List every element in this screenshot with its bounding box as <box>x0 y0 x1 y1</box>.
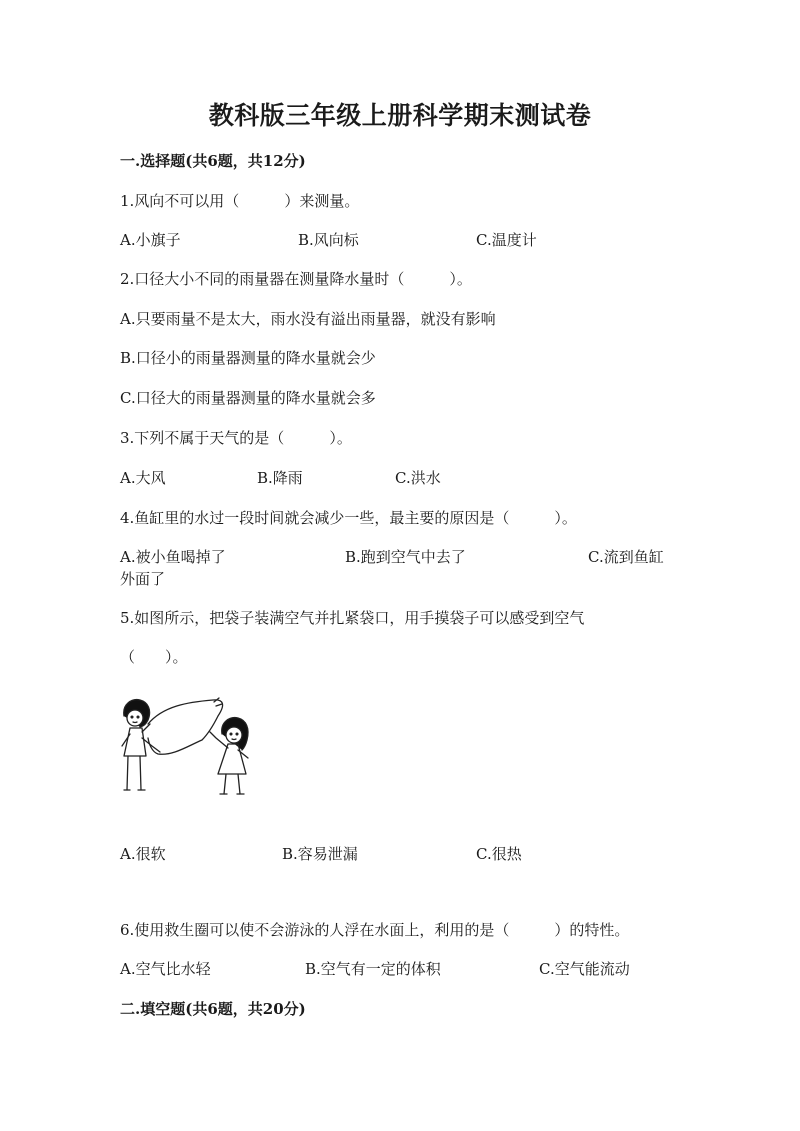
question-2-option-c: C.口径大的雨量器测量的降水量就会多 <box>120 389 376 407</box>
question-5-stem-continued: （ ）。 <box>120 648 188 666</box>
question-6-option-a: A.空气比水轻 <box>120 960 211 978</box>
question-4-stem: 4.鱼缸里的水过一段时间就会减少一些，最主要的原因是（ ）。 <box>120 509 577 527</box>
question-1-option-c: C.温度计 <box>476 231 537 249</box>
question-2-option-b: B.口径小的雨量器测量的降水量就会少 <box>120 349 376 367</box>
question-5-option-b: B.容易泄漏 <box>282 845 358 863</box>
section-heading-choice: 一.选择题(共6题，共12分) <box>120 152 306 170</box>
exam-title: 教科版三年级上册科学期末测试卷 <box>208 101 592 130</box>
question-5-stem: 5.如图所示，把袋子装满空气并扎紧袋口，用手摸袋子可以感受到空气 <box>120 609 585 627</box>
question-4-option-c: C.流到鱼缸 <box>588 548 664 566</box>
question-2-stem: 2.口径大小不同的雨量器在测量降水量时（ ）。 <box>120 270 472 288</box>
section-heading-fill-blank: 二.填空题(共6题，共20分) <box>120 1000 306 1018</box>
question-5-option-c: C.很热 <box>476 845 522 863</box>
question-2-option-a: A.只要雨量不是太大，雨水没有溢出雨量器，就没有影响 <box>120 310 496 328</box>
question-6-stem: 6.使用救生圈可以使不会游泳的人浮在水面上，利用的是（ ）的特性。 <box>120 921 630 939</box>
question-3-option-c: C.洪水 <box>395 469 441 487</box>
question-1-option-b: B.风向标 <box>298 231 359 249</box>
question-3-option-a: A.大风 <box>120 469 166 487</box>
question-6-option-c: C.空气能流动 <box>539 960 630 978</box>
question-5-option-a: A.很软 <box>120 845 166 863</box>
question-6-option-b: B.空气有一定的体积 <box>305 960 441 978</box>
question-4-option-b: B.跑到空气中去了 <box>345 548 466 566</box>
question-3-stem: 3.下列不属于天气的是（ ）。 <box>120 429 352 447</box>
question-4-option-a: A.被小鱼喝掉了 <box>120 548 226 566</box>
question-1-option-a: A.小旗子 <box>120 231 181 249</box>
question-3-option-b: B.降雨 <box>257 469 303 487</box>
question-4-option-c-continued: 外面了 <box>120 570 166 588</box>
two-girls-holding-air-bag-illustration <box>118 694 290 798</box>
question-1-stem: 1.风向不可以用（ ）来测量。 <box>120 192 360 210</box>
